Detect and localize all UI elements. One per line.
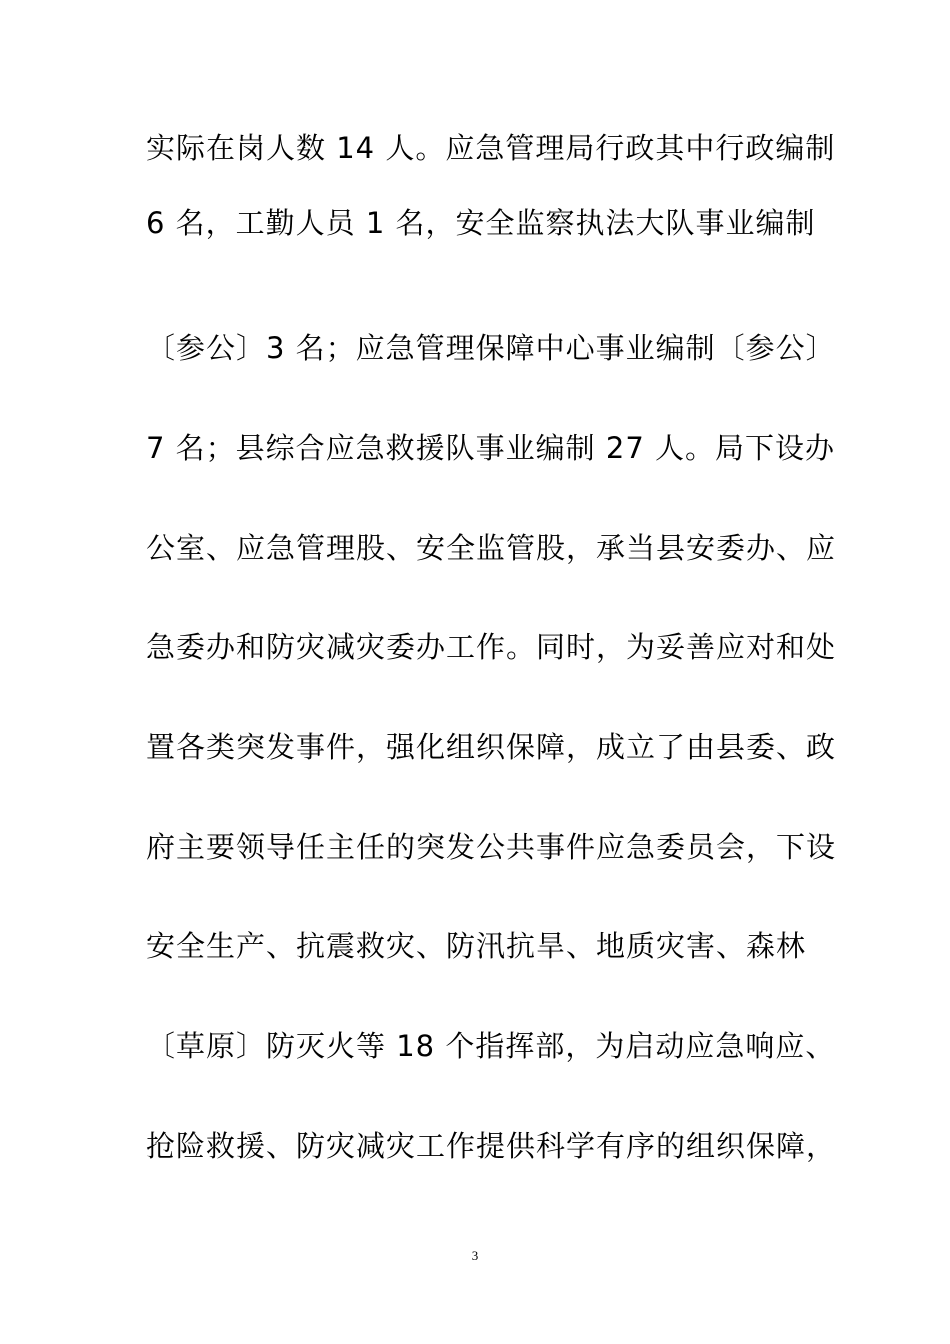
page-number: 3 [471, 1248, 479, 1263]
body-text-line-9: 安全生产、抗震救灾、防汛抗旱、地质灾害、森林 [146, 929, 807, 963]
body-text-line-5: 公室、应急管理股、安全监管股，承当县安委办、应 [146, 531, 837, 565]
body-text-line-1: 实际在岗人数 14 人。应急管理局行政其中行政编制 [146, 131, 836, 165]
body-text-line-2: 6 名，工勤人员 1 名，安全监察执法大队事业编制 [146, 206, 816, 240]
body-text-line-6: 急委办和防灾减灾委办工作。同时，为妥善应对和处 [146, 630, 837, 664]
body-text-line-11: 抢险救援、防灾减灾工作提供科学有序的组织保障， [146, 1129, 837, 1163]
body-text-line-3: 〔参公〕3 名；应急管理保障中心事业编制〔参公〕 [146, 331, 836, 365]
body-text-line-8: 府主要领导任主任的突发公共事件应急委员会，下设 [146, 830, 837, 864]
body-text-line-7: 置各类突发事件，强化组织保障，成立了由县委、政 [146, 730, 837, 764]
body-text-line-10: 〔草原〕防灭火等 18 个指挥部，为启动应急响应、 [146, 1029, 836, 1063]
body-text-line-4: 7 名；县综合应急救援队事业编制 27 人。局下设办 [146, 431, 836, 465]
